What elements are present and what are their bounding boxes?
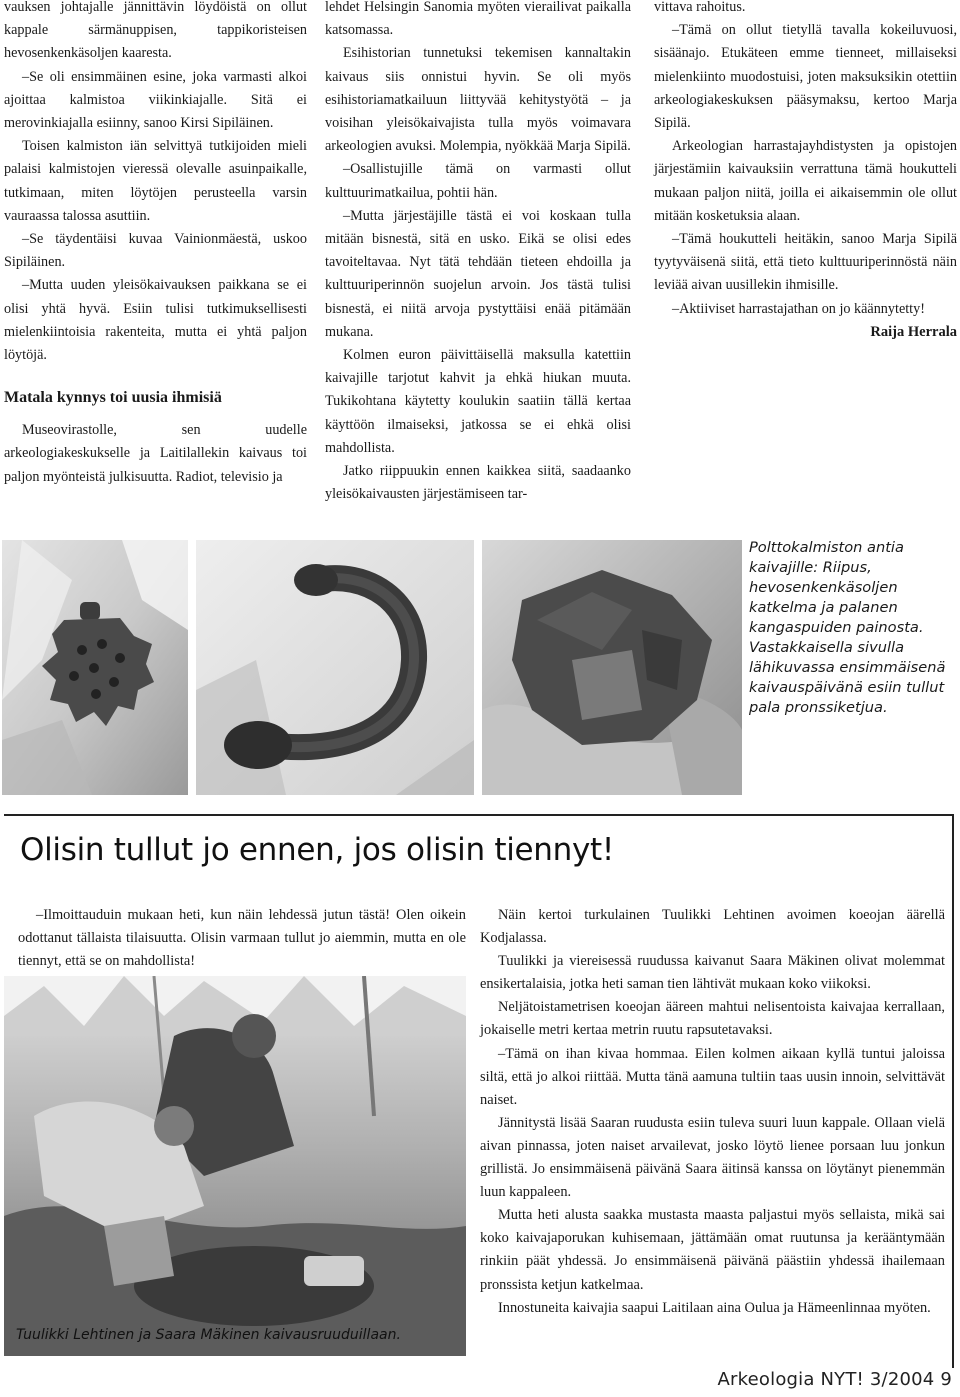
paragraph: Museovirastolle, sen uudelle arkeologiakeskukselle ja Laitilallekin kaivaus toi paljon myönteistä julkisuutta. Radiot, televisio ja	[4, 422, 307, 485]
article-column-2	[325, 0, 631, 506]
section-heading: Matala kynnys toi uusia ihmisiä	[4, 389, 222, 407]
paragraph: vittava rahoitus.	[654, 0, 746, 15]
photo-brooch-fragment	[196, 540, 474, 795]
author-signature: Raija Herrala	[870, 323, 957, 340]
sidebar-article	[480, 904, 945, 1320]
paragraph: Arkeologian harrastajayhdistysten ja opistojen järjestämiin kaivauksiin verrattuna tämä houkutteli mukaan paljon niitä, joilla ei aikaisemmin ole ollut mitään kosketuksia alaan.	[654, 138, 957, 224]
paragraph: –Mutta uuden yleisökaivauksen paikkana se ei olisi yhtä hyvä. Esiin tulisi tutkimuksellisesti mielenkiintoisia rakenteita, mutta ei yhtä paljon löytöjä.	[4, 277, 307, 364]
photo-caption-excavators: Tuulikki Lehtinen ja Saara Mäkinen kaivausruuduillaan.	[16, 1327, 401, 1343]
paragraph: –Ilmoittauduin mukaan heti, kun näin lehdessä jutun tästä! Olen oikein odottanut tällaista tilaisuutta. Olisin varmaan tullut jo aiemmin, mutta en ole tiennyt, että se on mahdollista!	[18, 907, 466, 969]
paragraph: vauksen johtajalle jännittävin löydöistä on ollut kappale särmänuppisen, tappikoristeisen hevosenkenkäsoljen kaaresta.	[4, 0, 307, 62]
paragraph: –Mutta järjestäjille tästä ei voi koskaan tulla mitään bisnestä, sitä en usko. Eikä se olisi edes tavoiteltavaa. Nyt tätä tehdään tieteen ehdoilla ja kulttuuriperinnön suojelun arvoin. Jos tästä tulisi bisnestä, ei niitä arvoja pystyttäisi enää pitämään mukana.	[325, 207, 631, 340]
paragraph: Innostuneita kaivajia saapui Laitilaan aina Oulua ja Hämeenlinnaa myöten.	[498, 1299, 931, 1316]
photo-excavators	[4, 976, 466, 1356]
paragraph: –Aktiiviset harrastajathan on jo käännytetty!	[672, 300, 925, 317]
paragraph: Toisen kalmiston iän selvittyä tutkijoiden mieli palaisi kalmistojen vieressä olevalle asuinpaikalle, tutkimaan, miten löytöjen perusteella varsin vauraassa talossa asuttiin.	[4, 138, 307, 224]
paragraph: Neljätoistametrisen koeojan ääreen mahtui nelisentoista kaivajaa kerrallaan, jokaiselle metri kertaa metrin ruutu rapsutetavaksi.	[480, 999, 945, 1039]
paragraph: lehdet Helsingin Sanomia myöten vierailivat paikalla katsomassa.	[325, 0, 631, 39]
paragraph: –Tämä on ollut tietyllä tavalla kokeiluvuosi, sisäänajo. Etukäteen emme tienneet, millaiseksi mielenkiinto muodostuisi, joten maksuksikin otettiin arkeologiakeskuksen pääsymaksu, kertoo Marja Sipilä.	[654, 22, 957, 132]
paragraph: Esihistorian tunnetuksi tekemisen kannaltakin kaivaus siis onnistui hyvin. Se oli myös esihistoriamatkailuun liittyvää kehitystyötä – ja voisihan yleisökaivajista tulla myös voimavara arkeologien avuksi. Molempia, nyökkää Marja Sipilä.	[325, 45, 631, 155]
paragraph: Näin kertoi turkulainen Tuulikki Lehtinen avoimen koeojan äärellä Kodjalassa.	[480, 907, 945, 947]
sidebar-title: Olisin tullut jo ennen, jos olisin tiennyt!	[20, 832, 615, 868]
paragraph: Tuulikki ja viereisessä ruudussa kaivanut Saara Mäkinen olivat molemmat ensikertalaisia, jotka heti saman tien lähtivät mukaan koko viikoksi.	[480, 953, 945, 993]
paragraph: –Se täydentäisi kuvaa Vainionmäestä, uskoo Sipiläinen.	[4, 231, 307, 271]
paragraph: Kolmen euron päivittäisellä maksulla katettiin kaivajille tarjotut kahvit ja ehkä hiukan muuta. Tukikohtana käytetty koulukin saatiin tällä kertaa käyttöön ilmaiseksi, jatkossa se ei ehkä olisi mahdollista.	[325, 347, 631, 456]
photo-loom-weight	[482, 540, 742, 795]
paragraph: Jatko riippuukin ennen kaikkea siitä, saadaanko yleisökaivausten järjestämiseen tar-	[325, 463, 631, 503]
paragraph: –Osallistujille tämä on varmasti ollut kulttuurimatkailua, pohtii hän.	[325, 161, 631, 201]
sidebar-quote	[18, 904, 466, 973]
paragraph: –Tämä on ihan kivaa hommaa. Eilen kolmen aikaan kyllä tuntui jaloissa siltä, että jo alkoi riittää. Mutta tänä aamuna tultiin taas uusin innoin, selvittävät naiset.	[480, 1045, 945, 1108]
photo-pendant	[2, 540, 188, 795]
paragraph: Mutta heti alusta saakka mustasta maasta paljastui myös sellaista, mikä sai koko kaivajaporukan kuhisemaan, jättämään omat ruutunsa ja kerääntymään rinkiin päät yhdessä. Jo ensimmäisenä päivänä päästiin yhdessä ihailemaan pronssista ketjun katkelmaa.	[480, 1207, 945, 1293]
photo-caption-finds: Polttokalmiston antia kaivajille: Riipus, hevosenkenkäsoljen katkelma ja palanen kangaspuiden painosta. Vastakkaisella sivulla lähikuvassa ensimmäisenä kaivauspäivänä esiin tullut pala pronssiketjua.	[749, 539, 946, 716]
article-column-1	[4, 0, 307, 489]
paragraph: Jännitystä lisää Saaran ruudusta esiin tuleva suuri luun kappale. Ollaan vielä aivan pinnassa, joten naiset arvailevat, josko löytö lienee porsaan luu jonkun grillistä. Jo ensimmäisenä päivänä Saara äitinsä kanssa on löytänyt pienemmän luun kappaleen.	[480, 1114, 945, 1201]
page-footer: Arkeologia NYT! 3/2004 9	[717, 1369, 952, 1390]
paragraph: –Tämä houkutteli heitäkin, sanoo Marja Sipilä tyytyväisenä siitä, että tieto kulttuuriperinnöstä näin leviää aivan uusillekin ihmisille.	[654, 231, 957, 294]
article-column-3	[654, 0, 957, 344]
paragraph: –Se oli ensimmäinen esine, joka varmasti alkoi ajoittaa kalmistoa viikinkiajalle. Sitä ei merovinkiajalla esiinny, sanoo Kirsi Sipiläinen.	[4, 68, 307, 132]
